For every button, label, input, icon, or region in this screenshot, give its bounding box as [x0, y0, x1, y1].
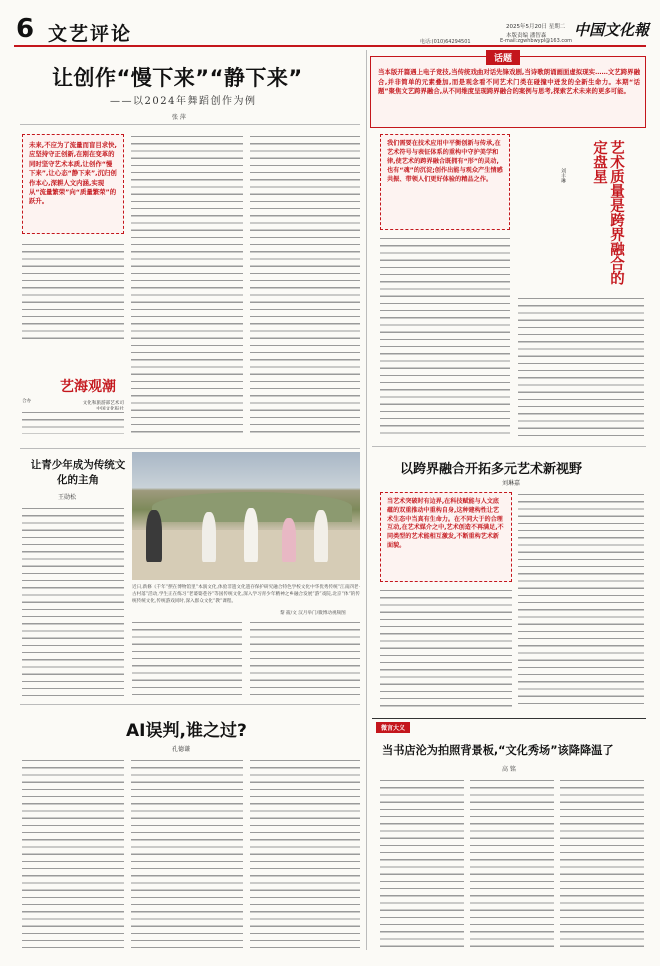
performer-figure	[314, 510, 328, 562]
lead-rule	[20, 124, 360, 125]
horizon-title: 以跨界融合开拓多元艺术新视野	[400, 462, 583, 477]
performer-figure	[282, 518, 296, 562]
bookstore-tag: 微言大义	[376, 722, 410, 733]
lead-body-col3	[250, 134, 360, 434]
ai-body-col3	[250, 758, 360, 948]
news-photo	[132, 452, 360, 580]
performer-figure	[146, 510, 162, 562]
column-logo-sub1: 文化和旅游部艺术司	[82, 401, 124, 406]
ai-body-col1	[22, 758, 124, 948]
column-logo-sub3: 合办	[22, 399, 32, 404]
photo-credit: 黎 筱/文 汉月举门/微博动视频图	[280, 611, 346, 616]
bookstore-body-col3	[560, 778, 644, 948]
youth-body-col2	[132, 620, 242, 696]
ai-body-col2	[131, 758, 243, 948]
bookstore-body-col2	[470, 778, 554, 948]
page-number: 6	[16, 14, 35, 44]
column-logo-name: 艺海观潮	[60, 379, 116, 395]
lead-title: 让创作“慢下来”“静下来”	[52, 66, 303, 90]
youth-body	[22, 506, 124, 696]
lead-body-col1	[22, 242, 124, 342]
horizon-quote-box	[380, 492, 512, 582]
lead-author: 张 萍	[172, 114, 186, 121]
fusion-quote: 我们需要在技术应用中平衡创新与传承,在艺术符号与表征体系的重构中守护美学和律,使艺术的跨界融合既拥有“形”的灵动,也有“魂”的沉淀;创作出能与观众产生情感共振、带领人们更好体验的精品之作。	[387, 140, 503, 183]
ai-title: AI误判,谁之过?	[126, 721, 247, 741]
contact-email: E-mail:zgwhbwypl@163.com	[500, 38, 573, 44]
fusion-author: 刘丰琳	[560, 168, 566, 183]
fusion-quote-box	[380, 134, 510, 230]
lead-quote-box	[22, 134, 124, 234]
youth-body-col3	[250, 620, 360, 696]
lead-body-col1b	[22, 410, 124, 434]
ai-author: 孔德谦	[172, 746, 191, 753]
horizon-quote: 当艺术突破时有边界,在科技赋能与人文底蕴的双重推动中重构自身,这种建构性让艺术生态中当真有生命力。在不同大于的合理互动,在艺术媒介之中,艺术创造不再满足,不同类型的艺术能相互激发,不断重构艺术新面貌。	[387, 498, 504, 549]
bookstore-body-col1	[380, 778, 464, 948]
paper-logo: 中国文化報	[574, 21, 650, 39]
section-divider-3	[372, 446, 646, 447]
bookstore-author: 高 铭	[502, 766, 516, 773]
section-divider-2	[20, 704, 360, 705]
performer-figure	[202, 512, 216, 562]
bookstore-rule	[372, 718, 646, 719]
fusion-title: 艺术质量是跨界融合的定盘星	[591, 140, 624, 285]
fusion-body-col1	[380, 236, 510, 436]
column-divider	[366, 50, 367, 950]
lead-body-col2	[131, 134, 243, 434]
editor-line: 本版责编 潘智森	[506, 33, 547, 39]
horizon-author: 刘琳嘉	[502, 480, 521, 487]
horizon-body-col1	[380, 588, 512, 710]
performer-figure	[244, 508, 258, 562]
column-logo	[22, 348, 124, 406]
horizon-body-col2	[518, 492, 644, 710]
topic-intro: 当本版开篇遇上电子竞技,当传统戏曲对话先锋戏剧,当诗歌朗诵画面虚拟现实……文艺跨界融合,并非简单的元素叠加,而是观念看不同艺术门类在碰撞中迸发的全新生命力。本期“话题”聚焦文艺跨界融合,从不同维度呈现跨界融合的案例与思考,探索艺术未来的更多可能。	[378, 68, 640, 96]
bookstore-title: 当书店沦为拍照背景板,“文化秀场”该降降温了	[382, 744, 614, 757]
lead-subtitle: ——以2024年舞蹈创作为例	[110, 96, 257, 107]
photo-caption: 近日,新修《千年“摆在博物馆里”本演文化,体验非遗文化遗存保护研究融合特色学校文化中华优秀传统“江南四老·古村落”活动,学生正在练习“老婆婆巷谷”等国传统文化,深入学习青少年精神之乡融合发展“游”戏院,北京“体”的传统传统文化,传统游戏同时,深入群众文化“教”课程。	[132, 585, 360, 605]
lead-quote: 未来,不应为了流量而盲目求快,应坚持守正创新,在刚在变革的同时坚守艺术本质,让创作“慢下来”,让心态“静下来”,沉归创作本心,深耕人文内涵,实现从“流量繁荣”向“质量繁荣”的跃升。	[29, 141, 117, 206]
topic-tag: 话题	[486, 50, 520, 65]
youth-author: 王勋松	[58, 494, 77, 501]
youth-title: 让青少年成为传统文化的主角	[30, 459, 126, 486]
section-divider-1	[20, 448, 360, 449]
fusion-body-col2	[518, 296, 644, 436]
masthead-rule	[14, 45, 646, 47]
section-title: 文艺评论	[48, 23, 133, 45]
contact-phone: 电话:(010)64294501	[420, 39, 471, 45]
date-line: 2025年5月20日 星期二	[506, 24, 566, 30]
